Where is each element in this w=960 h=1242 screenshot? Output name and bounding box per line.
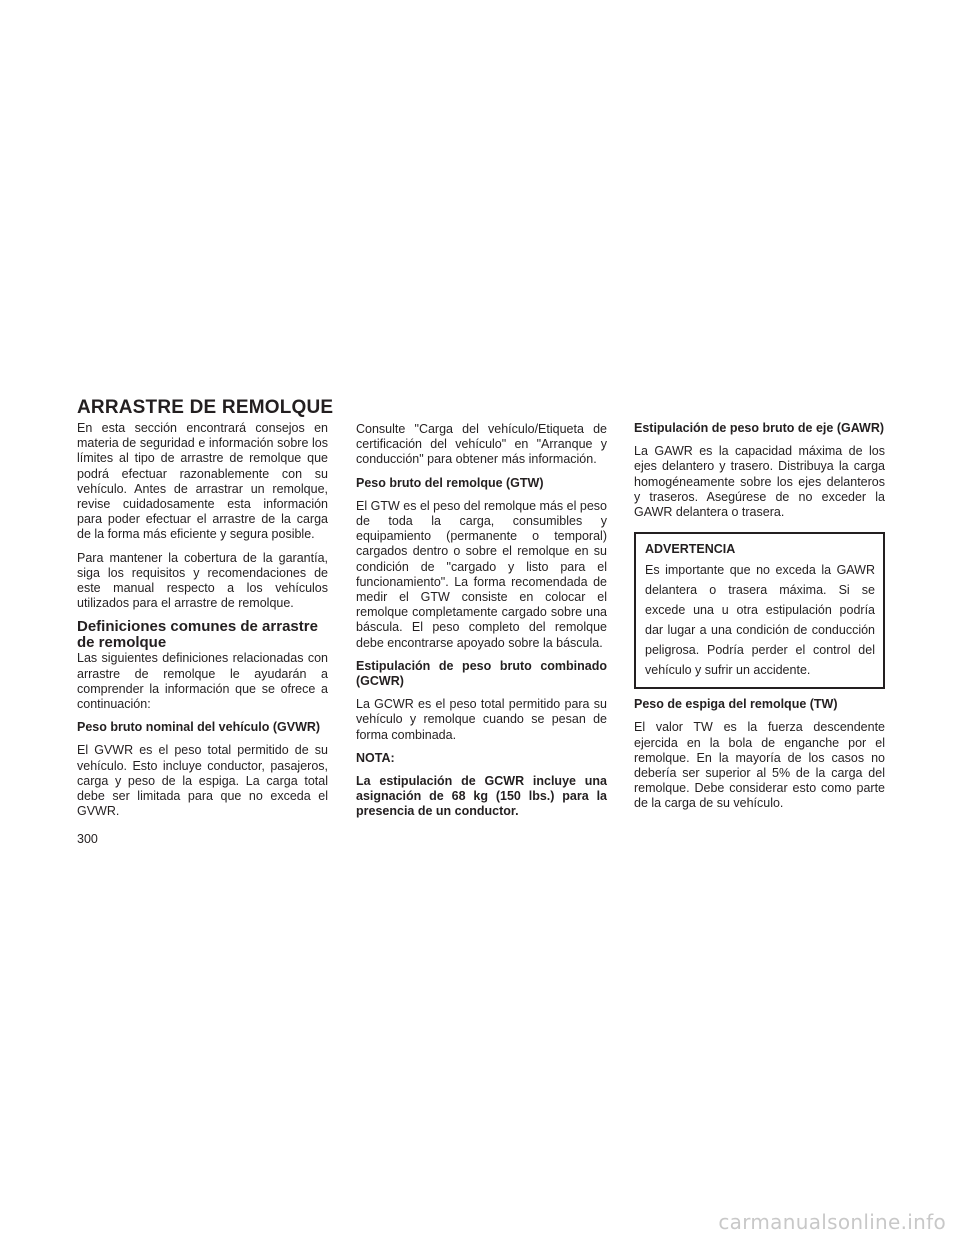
note-text: La estipulación de GCWR incluye una asignación de 68 kg (150 lbs.) para la presencia de un conductor. [356, 774, 607, 819]
gcwr-text: La GCWR es el peso total permitido para su vehículo y remolque cuando se pesan de forma combinada. [356, 697, 607, 742]
reference-paragraph: Consulte "Carga del vehículo/Etiqueta de certificación del vehículo" en "Arranque y conducción" para obtener más información. [356, 422, 607, 467]
column-left [77, 421, 328, 827]
page-number: 300 [77, 832, 98, 846]
column-middle [356, 422, 607, 828]
warning-box [634, 532, 885, 689]
gawr-text: La GAWR es la capacidad máxima de los ejes delantero y trasero. Distribuya la carga homogéneamente sobre los ejes delanteros y traseros. Asegúrese de no exceder la GAWR delantera o trasera. [634, 444, 885, 520]
section-heading: Definiciones comunes de arrastre de remolque [77, 618, 318, 652]
warning-text: Es importante que no exceda la GAWR delantera o trasera máxima. Si se excede una u otra estipulación podría dar lugar a una condición de conducción peligrosa. Podría perder el control del vehículo y sufrir un accidente. [645, 563, 875, 678]
gtw-text: El GTW es el peso del remolque más el peso de toda la carga, consumibles y equipamiento (permanente o temporal) cargados dentro o sobre el remolque en su condición de "cargado y listo para el funcionamiento". La forma recomendada de medir el GTW consiste en colocar el remolque completamente cargado sobre una báscula. El peso completo del remolque debe encontrarse apoyado sobre la báscula. [356, 498, 607, 650]
column-right [634, 421, 885, 820]
gtw-heading: Peso bruto del remolque (GTW) [356, 475, 544, 490]
tw-text: El valor TW es la fuerza descendente ejercida en la bola de enganche por el remolque. En la mayoría de los casos no debería ser superior al 5% de la carga del remolque. Debe considerar esto como parte de la carga de su vehículo. [634, 720, 885, 811]
tw-heading: Peso de espiga del remolque (TW) [634, 697, 838, 712]
gawr-heading: Estipulación de peso bruto de eje (GAWR) [634, 421, 885, 435]
gvwr-heading: Peso bruto nominal del vehículo (GVWR) [77, 720, 321, 735]
gvwr-text: El GVWR es el peso total permitido de su vehículo. Esto incluye conductor, pasajeros, carga y peso de la espiga. La carga total debe ser limitada para que no exceda el GVWR. [77, 743, 328, 819]
watermark: carmanualsonline.info [718, 1210, 946, 1234]
note-heading: NOTA: [356, 750, 395, 765]
intro-paragraph: En esta sección encontrará consejos en materia de seguridad e información sobre los límites al tipo de arrastre de remolque que podrá efectuar razonablemente con su vehículo. Antes de arrastrar un remolque, revise cuidadosamente esta información para poder efectuar el arrastre de la carga de la forma más eficiente y segura posible. [77, 421, 328, 542]
warranty-paragraph: Para mantener la cobertura de la garantía, siga los requisitos y recomendaciones de este manual respecto a los vehículos utilizados para el arrastre de remolque. [77, 550, 328, 611]
page-title: ARRASTRE DE REMOLQUE [77, 397, 334, 418]
gcwr-heading: Estipulación de peso bruto combinado (GCWR) [356, 658, 607, 689]
warning-title: ADVERTENCIA [645, 542, 736, 557]
definitions-intro: Las siguientes definiciones relacionadas con arrastre de remolque le ayudarán a comprender la información que se ofrece a continuación: [77, 651, 328, 712]
